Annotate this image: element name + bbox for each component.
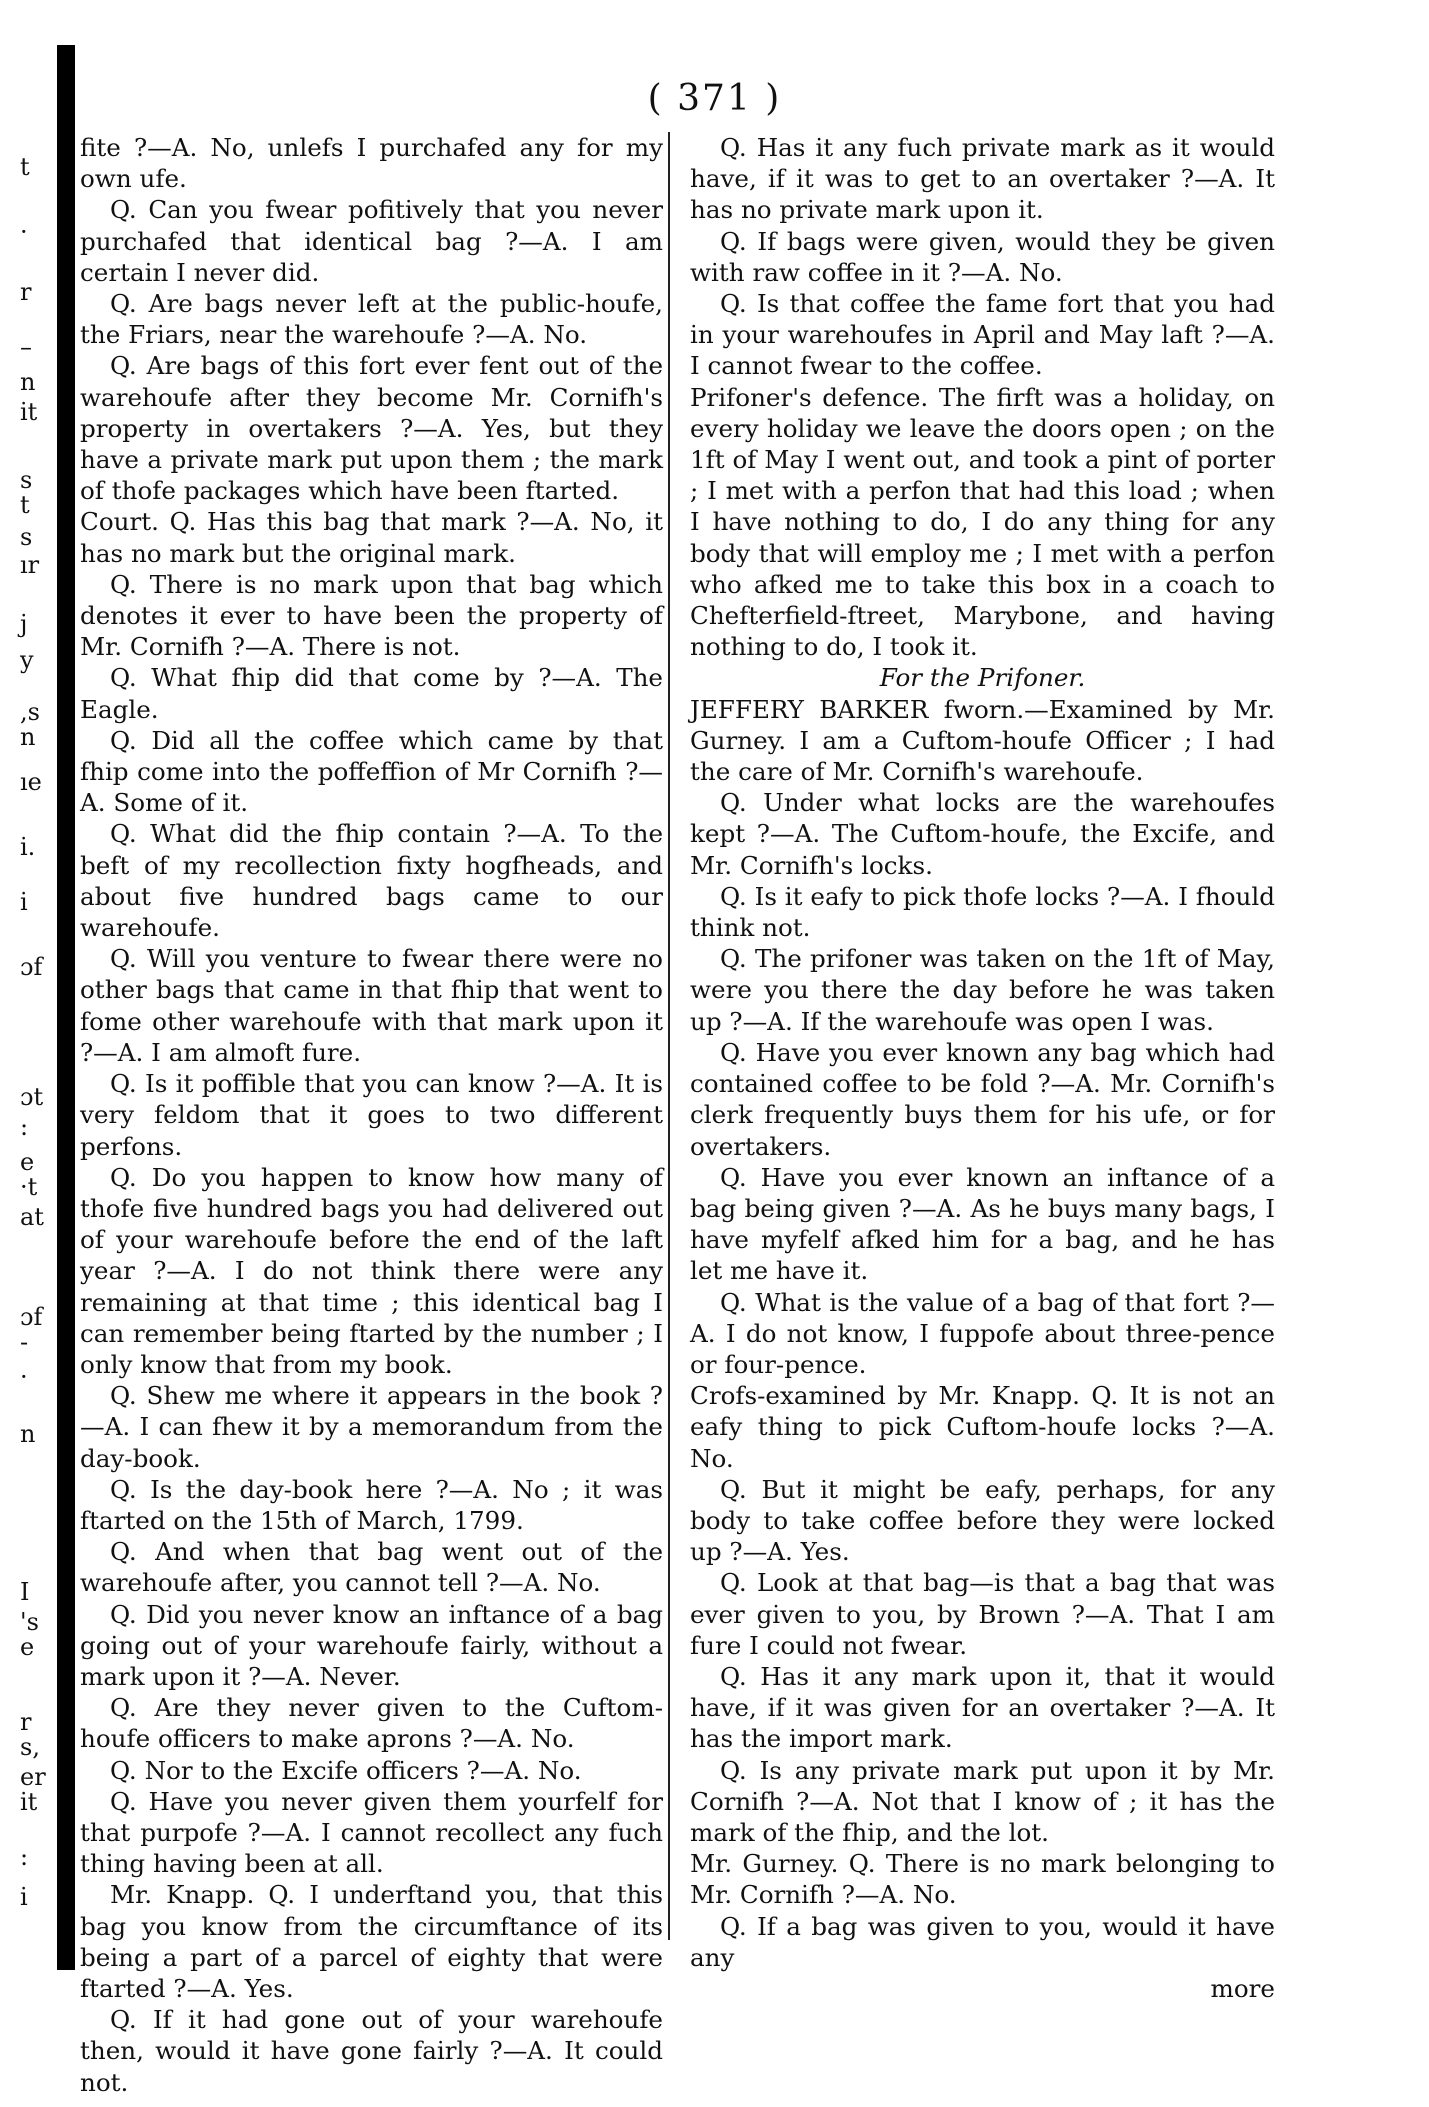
paragraph: Q. Will you venture to fwear there were no other bags that came in that fhip that went to fome other warehoufe with that mark upon it ?—A. I am almoft fure.: [80, 944, 663, 1067]
paragraph: Q. There is no mark upon that bag which denotes it ever to have been the property of Mr. Cornifh ?—A. There is not.: [80, 569, 663, 662]
gutter-fragment: at: [20, 1203, 44, 1231]
gutter-fragment: s,: [20, 1733, 40, 1761]
binding-spine: [57, 45, 75, 1970]
paragraph: Q. Is it poffible that you can know ?—A. It is very feldom that it goes to two different perfons.: [80, 1069, 663, 1161]
section-heading: For the Prifoner.: [879, 663, 1086, 693]
paragraph: Q. Is it eafy to pick thofe locks ?—A. I fhould think not.: [690, 881, 1275, 943]
paragraph: Q. If it had gone out of your warehoufe then, would it have gone fairly ?—A. It could not.: [80, 2005, 663, 2097]
gutter-fragment: n: [20, 368, 36, 396]
paragraph: Crofs-examined by Mr. Knapp. Q. It is not an eafy thing to pick Cuftom-houfe locks ?—A. No.: [690, 1381, 1275, 1473]
page-number: ( 371 ): [647, 78, 782, 119]
paragraph: Prifoner's defence. The firft was a holiday, on every holiday we leave the doors open ; on the 1ft of May I went out, and took a pint of porter ; I met with a perfon that had this load ; when I have nothing to do, I do any thing for any body that will employ me ; I met with a perfon who afked me to take this box in a coach to Chefterfield-ftreet, Marybone, and having nothing to do, I took it.: [690, 382, 1275, 662]
paragraph: Q. Are they never given to the Cuftom-houfe officers to make aprons ?—A. No.: [80, 1693, 663, 1754]
gutter-fragment: ·: [20, 1363, 28, 1391]
paragraph: Mr. Knapp. Q. I underftand you, that this bag you know from the circumftance of its being a part of a parcel of eighty that were ftarted ?—A. Yes.: [80, 1880, 663, 2003]
left-column: [80, 132, 663, 2098]
gutter-fragment: i.: [20, 833, 36, 861]
gutter-fragment: n: [20, 723, 36, 751]
gutter-fragment: ɔf: [20, 1303, 43, 1331]
gutter-fragment: I: [20, 1578, 30, 1606]
paragraph: Q. Has it any fuch private mark as it would have, if it was to get to an overtaker ?—A. It has no private mark upon it.: [690, 133, 1275, 225]
gutter-fragment: -: [20, 1328, 29, 1356]
paragraph: Q. Are bags never left at the public-houfe, the Friars, near the warehoufe ?—A. No.: [80, 289, 663, 350]
paragraph: Q. If bags were given, would they be given with raw coffee in it ?—A. No.: [690, 226, 1275, 287]
gutter-fragment: i: [20, 1883, 28, 1911]
paragraph: Q. The prifoner was taken on the 1ft of May, were you there the day before he was taken up ?—A. If the warehoufe was open I was.: [690, 944, 1275, 1036]
gutter-fragment: :: [20, 1113, 29, 1141]
gutter-fragment: e: [20, 1633, 35, 1661]
gutter-fragment: n: [20, 1420, 36, 1448]
gutter-fragment: t: [20, 153, 30, 181]
gutter-fragment: ır: [20, 551, 40, 579]
paragraph: Court. Q. Has this bag that mark ?—A. No, it has no mark but the original mark.: [80, 507, 663, 568]
gutter-fragment: ɔt: [20, 1083, 44, 1111]
catchword: more: [1210, 1973, 1275, 2003]
paragraph: Q. Did all the coffee which came by that fhip come into the poffeffion of Mr Cornifh ?—A. Some of it.: [80, 725, 663, 818]
gutter-fragment: :: [20, 1843, 29, 1871]
gutter-fragment: j: [20, 610, 28, 638]
paragraph: Q. Is the day-book here ?—A. No ; it was ftarted on the 15th of March, 1799.: [80, 1474, 663, 1535]
paragraph: Q. If a bag was given to you, would it have any: [690, 1911, 1275, 1972]
paragraph: Q. Have you never given them yourfelf for that purpofe ?—A. I cannot recollect any fuch thing having been at all.: [80, 1786, 663, 1879]
paragraph: Q. Do you happen to know how many of thofe five hundred bags you had delivered out of your warehoufe before the end of the laft year ?—A. I do not think there were any remaining at that time ; this identical bag I can remember being ftarted by the number ; I only know that from my book.: [80, 1162, 663, 1379]
paragraph: Q. Has it any mark upon it, that it would have, if it was given for an overtaker ?—A. It has the import mark.: [690, 1661, 1275, 1754]
gutter-fragment: y: [20, 646, 34, 674]
gutter-fragment: 's: [20, 1608, 39, 1636]
gutter-fragment: ·: [20, 218, 28, 246]
gutter-fragment: er: [20, 1763, 46, 1791]
paragraph: Q. Under what locks are the warehoufes kept ?—A. The Cuftom-houfe, the Excife, and Mr. Cornifh's locks.: [690, 788, 1275, 880]
paragraph: Q. Shew me where it appears in the book ?—A. I can fhew it by a memorandum from the day-book.: [80, 1381, 663, 1473]
paragraph: Q. Have you ever known any bag which had contained coffee to be fold ?—A. Mr. Cornifh's clerk frequently buys them for his ufe, or for overtakers.: [690, 1037, 1275, 1161]
gutter-fragment: ɔf: [20, 953, 43, 981]
gutter-fragment: r: [20, 278, 32, 306]
gutter-fragment: it: [20, 398, 38, 426]
gutter-fragment: ıe: [20, 768, 42, 796]
paragraph: Q. What is the value of a bag of that fort ?—A. I do not know, I fuppofe about three-pence or four-pence.: [690, 1287, 1275, 1379]
paragraph: Q. Are bags of this fort ever fent out of the warehoufe after they become Mr. Cornifh's property in overtakers ?—A. Yes, but they have a private mark put upon them ; the mark of thofe packages which have been ftarted.: [80, 351, 663, 506]
paragraph: Q. Is any private mark put upon it by Mr. Cornifh ?—A. Not that I know of ; it has the mark of the fhip, and the lot.: [690, 1755, 1275, 1847]
gutter-fragment: s: [20, 523, 33, 551]
paragraph: Q. And when that bag went out of the warehoufe after, you cannot tell ?—A. No.: [80, 1537, 663, 1598]
paragraph: Q. Nor to the Excife officers ?—A. No.: [110, 1755, 582, 1785]
paragraph: Mr. Gurney. Q. There is no mark belonging to Mr. Cornifh ?—A. No.: [690, 1849, 1275, 1910]
paragraph: Q. Is that coffee the fame fort that you had in your warehoufes in April and May laft ?—A. I cannot fwear to the coffee.: [690, 289, 1275, 381]
gutter-fragment: ·t: [20, 1173, 38, 1201]
paragraph: Q. Look at that bag—is that a bag that was ever given to you, by Brown ?—A. That I am fure I could not fwear.: [690, 1568, 1275, 1660]
gutter-fragment: t: [20, 491, 30, 519]
gutter-fragment: –: [20, 333, 32, 361]
right-column: [690, 132, 1275, 2004]
gutter-fragment: ,s: [20, 698, 40, 726]
gutter-fragment: e: [20, 1148, 35, 1176]
gutter-fragment: r: [20, 1708, 32, 1736]
paragraph: Q. But it might be eafy, perhaps, for any body to take coffee before they were locked up ?—A. Yes.: [690, 1474, 1275, 1567]
paragraph: Q. What did the fhip contain ?—A. To the beft of my recollection fixty hogfheads, and about five hundred bags came to our warehoufe.: [80, 819, 663, 943]
paragraph: Q. What fhip did that come by ?—A. The Eagle.: [80, 663, 663, 724]
gutter-fragment: s: [20, 466, 33, 494]
paragraph: fite ?—A. No, unlefs I purchafed any for my own ufe.: [80, 133, 663, 194]
column-divider: [668, 132, 670, 1940]
paragraph: Q. Have you ever known an inftance of a bag being given ?—A. As he buys many bags, I have myfelf afked him for a bag, and he has let me have it.: [690, 1162, 1275, 1286]
gutter-fragment: i: [20, 888, 28, 916]
paragraph: Q. Did you never know an inftance of a bag going out of your warehoufe fairly, without a mark upon it ?—A. Never.: [80, 1599, 663, 1691]
gutter-fragment: it: [20, 1788, 38, 1816]
paragraph: Q. Can you fwear pofitively that you never purchafed that identical bag ?—A. I am certain I never did.: [80, 195, 663, 287]
paragraph: JEFFERY BARKER fworn.—Examined by Mr. Gurney. I am a Cuftom-houfe Officer ; I had the care of Mr. Cornifh's warehoufe.: [690, 694, 1275, 787]
